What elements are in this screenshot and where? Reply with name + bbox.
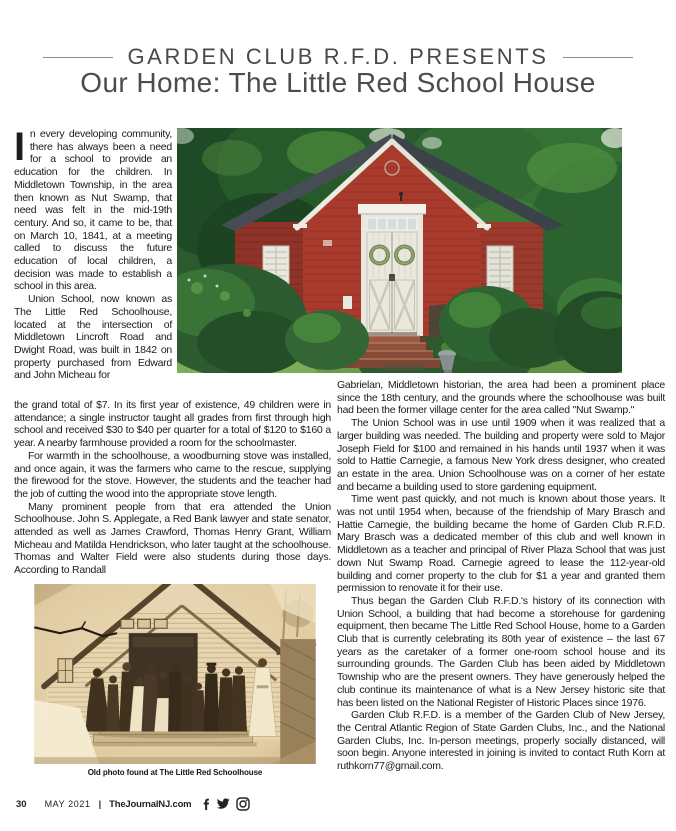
body-paragraph: Union School, now known as The Little Red Schoolhouse, located at the intersection of Middletown Lincroft Road and Dwight Road, was built in 1842 on property purchased from Edward and John Micheau for bbox=[14, 293, 172, 382]
section-kicker: GARDEN CLUB R.F.D. PRESENTS bbox=[127, 44, 549, 69]
issue-date: MAY 2021 bbox=[44, 799, 91, 809]
kicker-right-rule bbox=[563, 57, 633, 58]
old-photo-sepia bbox=[32, 584, 318, 764]
twitter-icon[interactable] bbox=[216, 798, 230, 810]
body-paragraph: Garden Club R.F.D. is a member of the Garden Club of New Jersey, the Central Atlantic Region of State Garden Clubs, Inc., and the National Garden Clubs, Inc. In-person meetings, properly socially distanced, will soon begin. Anyone interested in joining is invited to contact Ruth Korn at ruthkorn77@gmail.com. bbox=[337, 709, 665, 773]
body-paragraph: Gabrielan, Middletown historian, the area had been a prominent place since the 18th century, and the grounds where the schoolhouse was built had been the former village center for the area called "Nut Swamp." bbox=[337, 379, 665, 417]
website-name: TheJournalNJ.com bbox=[109, 798, 192, 810]
article-title: Our Home: The Little Red School House bbox=[80, 67, 596, 98]
kicker-left-rule bbox=[43, 57, 113, 58]
body-paragraph: the grand total of $7. In its first year of existence, 49 children were in attendance; a single instructor taught all grades from first through high school and received $30 to $40 per quarter for a total of $120 to $160 a year. A nearby farmhouse provided a room for the schoolmaster. bbox=[14, 399, 331, 450]
dropcap-letter: I bbox=[14, 125, 25, 169]
right-column bbox=[337, 379, 665, 773]
intro-text: n every developing community, there has always been a need for a school to provide an education for the children. In Middletown Township, in the area then known as Nut Swamp, that need was felt in the mid-19th century. And so, it came to be, that on March 10, 1841, at a meeting called to discuss the future education of local children, a decision was made to establish a school in this area. bbox=[14, 128, 172, 293]
old-photo-caption: Old photo found at The Little Red Schoolhouse bbox=[87, 768, 263, 777]
schoolhouse-photo-illustration bbox=[177, 128, 622, 373]
body-paragraph: For warmth in the schoolhouse, a woodburning stove was installed, and once again, it was the farmers who came to the rescue, supplying the firewood for the stove. However, the students and the teacher had the job of cutting the wood into the appropriate stove length. bbox=[14, 449, 331, 500]
intro-paragraph bbox=[14, 125, 172, 293]
footer-divider: | bbox=[98, 799, 102, 809]
old-photo-block bbox=[32, 584, 318, 777]
body-paragraph: Many prominent people from that era attended the Union Schoolhouse. John S. Applegate, a Red Bank lawyer and state senator, attended as well as James Crawford, Thomas Henry Grant, William Micheau and Matilda Hendrickson, who later taught at the schoolhouse. Thomas and Walter Field were also students during those days. According to Randall bbox=[14, 500, 331, 577]
facebook-icon[interactable] bbox=[201, 797, 210, 811]
social-icons bbox=[201, 797, 250, 811]
body-paragraph: Time went past quickly, and not much is known about those years. It was not until 1954 when, because of the friendship of Mary Brasch and Hattie Carnegie, the building became the home of Garden Club R.F.D. Mary Brasch was a dedicated member of this club and well known in Middletown as a teacher and principal of River Plaza School that was just down Nut Swamp Road. Carnegie agreed to lease the 112-year-old building and corner property to the club for $1 a year and granted them permission to renovate it for their use. bbox=[337, 493, 665, 595]
old-photo-illustration bbox=[32, 584, 318, 764]
left-wide-column bbox=[14, 399, 331, 577]
page-footer bbox=[16, 797, 250, 811]
main-photo-schoolhouse bbox=[177, 128, 622, 373]
left-narrow-column bbox=[14, 125, 172, 382]
front-doors bbox=[358, 204, 426, 336]
body-paragraph: The Union School was in use until 1909 when it was realized that a larger building was needed. The building and property were sold to Major Joseph Field for $100 and remained in his hands until 1937 when it was sold to Hattie Carnegie, a famous New York dress designer, who created an estate in the area. Union Schoolhouse was on a corner of her estate and became a building used to store gardening equipment. bbox=[337, 417, 665, 493]
page-number: 30 bbox=[16, 798, 27, 810]
instagram-icon[interactable] bbox=[236, 797, 250, 811]
body-paragraph: Thus began the Garden Club R.F.D.'s history of its connection with Union School, a building that had become a storehouse for gardening equipment, then became The Little Red School House, home to a Garden Club that is currently celebrating its 80th year of existence – the last 67 years as the caretaker of a former one-room school house and its surrounding grounds. The Garden Club has been aided by Middletown Township who are the present owners. They have generously helped the club continue its maintenance of what is a New Jersey historic site that has been listed on the National Register of Historic Places since 1976. bbox=[337, 594, 665, 709]
